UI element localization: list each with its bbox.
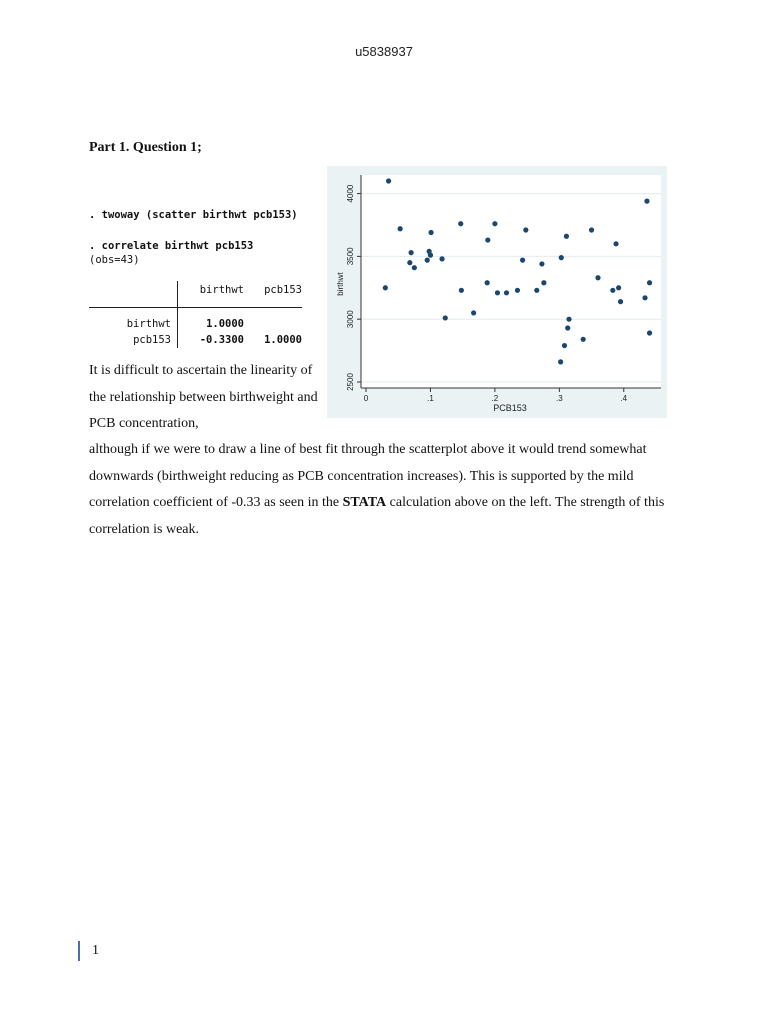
scatter-point: [559, 255, 564, 260]
x-tick-label: 0: [363, 394, 369, 403]
table-row-label: pcb153: [89, 332, 178, 348]
scatter-point: [558, 359, 563, 364]
scatter-point: [407, 260, 412, 265]
scatter-point: [589, 227, 594, 232]
main-paragraph: [89, 437, 679, 543]
main-paragraph-text: although if we were to draw a line of best fit through the scatterplot above it would trend somewhat downwards (birthweight reducing as PCB concentration increases). This is supported by the mild correlation coefficient of -0.33 as seen in the: [89, 442, 647, 510]
scatter-point: [492, 221, 497, 226]
scatter-point: [647, 330, 652, 335]
scatter-point: [386, 178, 391, 183]
scatter-point: [595, 275, 600, 280]
scatter-point: [564, 234, 569, 239]
scatter-point: [565, 325, 570, 330]
correlation-table-header: [89, 281, 302, 308]
table-corner-cell: [89, 281, 178, 308]
y-tick-label: 2500: [346, 373, 355, 391]
scatter-point: [539, 261, 544, 266]
scatter-point: [566, 317, 571, 322]
table-row-label: birthwt: [89, 308, 178, 333]
scatter-point: [541, 280, 546, 285]
x-axis-label: PCB153: [493, 403, 527, 413]
scatter-point: [642, 295, 647, 300]
x-tick-label: .2: [491, 394, 499, 403]
scatter-point: [504, 290, 509, 295]
scatter-point: [471, 310, 476, 315]
table-cell: 1.0000: [264, 334, 302, 346]
table-column-header: birthwt: [178, 281, 245, 308]
stata-command-correlate: . correlate birthwt pcb153: [89, 240, 254, 252]
scatter-point: [443, 315, 448, 320]
header-student-id: u5838937: [355, 44, 413, 59]
section-heading: Part 1. Question 1;: [89, 140, 202, 155]
plot-area: [361, 175, 661, 388]
scatter-point: [534, 288, 539, 293]
stata-emphasis: STATA: [342, 495, 387, 510]
table-cell: 1.0000: [206, 318, 244, 330]
scatter-point: [485, 280, 490, 285]
correlation-table: [89, 281, 302, 348]
scatter-point: [398, 226, 403, 231]
stata-output: [89, 208, 319, 348]
x-tick-label: .3: [555, 394, 563, 403]
page-number: 1: [78, 941, 99, 961]
scatter-point: [409, 250, 414, 255]
x-tick-label: .1: [427, 394, 434, 403]
scatter-point: [618, 299, 623, 304]
scatter-point: [562, 343, 567, 348]
y-axis-label: birthwt: [336, 272, 345, 296]
scatter-point: [644, 199, 649, 204]
table-row: [89, 332, 302, 348]
scatter-point: [495, 290, 500, 295]
scatter-point: [610, 288, 615, 293]
y-tick-label: 3000: [346, 310, 355, 329]
table-cell: [244, 308, 302, 333]
stata-obs-count: (obs=43): [89, 254, 140, 266]
scatter-point: [616, 285, 621, 290]
scatter-point: [439, 256, 444, 261]
main-paragraph-text-end: calculation above on the left. The strength of this correlation is weak.: [89, 495, 665, 537]
scatter-point: [428, 253, 433, 258]
scatter-point: [428, 230, 433, 235]
scatter-chart-svg: [327, 166, 667, 418]
scatter-point: [613, 241, 618, 246]
table-row: [89, 308, 302, 333]
side-paragraph: It is difficult to ascertain the linearity of the relationship between birthweight and PCB concentration,: [89, 363, 318, 431]
scatter-point: [515, 288, 520, 293]
scatter-point: [383, 285, 388, 290]
scatter-chart: [327, 166, 667, 418]
scatter-point: [485, 237, 490, 242]
y-tick-label: 3500: [346, 247, 355, 266]
scatter-point: [412, 265, 417, 270]
scatter-point: [581, 337, 586, 342]
scatter-point: [458, 221, 463, 226]
scatter-point: [459, 288, 464, 293]
y-tick-label: 4000: [346, 184, 355, 203]
scatter-point: [520, 258, 525, 263]
stata-command-scatter: . twoway (scatter birthwt pcb153): [89, 209, 298, 221]
table-cell: -0.3300: [199, 334, 244, 346]
x-tick-label: .4: [620, 394, 628, 403]
scatter-point: [425, 258, 430, 263]
scatter-point: [523, 227, 528, 232]
scatter-point: [647, 280, 652, 285]
table-column-header: pcb153: [244, 281, 302, 308]
